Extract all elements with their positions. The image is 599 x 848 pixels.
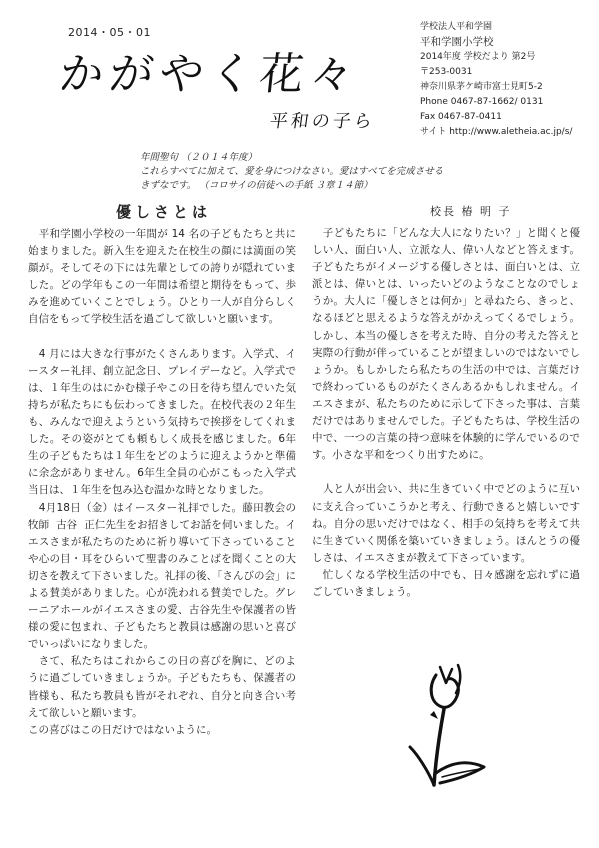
verse-line-1: これらすべてに加えて、愛を身につけなさい。愛はすべてを完成させる bbox=[140, 166, 444, 177]
yearly-verse bbox=[140, 151, 580, 193]
article-heading: 優しさとは bbox=[116, 203, 212, 221]
verse-line-2: きずなです。 （コロサイの信徒への手紙 ３章１４節） bbox=[140, 180, 373, 191]
school-fax: Fax 0467-87-0411 bbox=[420, 112, 502, 122]
school-info bbox=[420, 20, 595, 140]
school-name: 平和学園小学校 bbox=[420, 36, 494, 48]
school-website: サイト http://www.aletheia.ac.jp/s/ bbox=[420, 127, 573, 137]
tulip-illustration-icon bbox=[400, 655, 510, 805]
article-author: 校長 椿 明 子 bbox=[430, 205, 512, 218]
school-phone: Phone 0467-87-1662/ 0131 bbox=[420, 97, 544, 107]
article-right-column: 子どもたちに「どんな大人になりたい？」と聞くと優しい人、面白い人、立派な人、偉い人などと答えます。子どもたちがイメージする優しさとは、面白いとは、立派とは、偉いとは、いったいどのようなことなのでしょうか。大人に「優しさとは何か」と尋ねたら、きっと、なるほどと思えるような答えがかえってくるでしょう。しかし、本当の優しさを考えた時、自分の考えた答えと実際の行動が伴っていることが望ましいのではないでしょうか。もしかしたら私たちの生活の中では、言葉だけで終わっているものがたくさんあるかもしれません。イエスさまが、私たちのために示して下さった事は、言葉だけではありませんでした。子どもたちは、学校生活の中で、一つの言葉の持つ意味を体験的に学んでいるのです。小さな平和をつくり出すために。 人と人が出会い、共に生きていく中でどのように互いに支え合っていこうかと考え、行動できると嬉しいですね。自分の思いだけではなく、相手の気持ちを考えて共に生きていく関係を築いていきましょう。ほんとうの優しさは、イエスさまが教えて下さっています。 忙しくなる学校生活の中でも、日々感謝を忘れずに過ごしていきましょう。 bbox=[312, 227, 580, 598]
newsletter-subtitle: 平和の子ら bbox=[268, 111, 377, 132]
newsletter-title: かがやく花々 bbox=[56, 49, 363, 100]
article-left-column: 平和学園小学校の一年間が 14 名の子どもたちと共に始まりました。新入生を迎えた在校生の顔には満面の笑顔が。そしてその下には先輩としての誇りが隠れていました。どの学年もこの一年間は希望と期待をもって、歩みを進めていくことでしょう。ひとり一人が自分らしく自信をもって学校生活を過ごして欲しいと願います。 4 月には大きな行事がたくさんあります。入学式、イースター礼拝、創立記念日、プレイデーなど。入学式では、１年生のはにかむ様子やこの日を待ち望んでいた気持ちが私たちにも伝わってきました。在校代表の２年生も、みんなで迎えようという気持ちで挨拶をしてくれました。その姿がとても頼もしく成長を感じました。6年生の子どもたちは１年生をどのように迎えようかと準備に余念がありません。6年生全員の心がこもった入学式当日は、１年生を包み込む温かな時となりました。 4月18日（金）はイースター礼拝でした。藤田教会の牧師 古谷 正仁先生をお招きしてお話を伺いました。イエスさまが私たちのために祈り導いて下さっていることや心の目・耳をひらいて聖書のみことばを聞くことの大切さを教えて下さいました。礼拝の後、「さんびの会」による賛美がありました。心が洗われる賛美でした。グレーニアホールがイエスさまの愛、古谷先生や保護者の皆様の愛に包まれ、子どもたちと教員は感謝の思いと喜びでいっぱいになりました。 さて、私たちはこれからこの日の喜びを胸に、どのように過ごしていきましょうか。子どもたちも、保護者の皆様も、私たち教員も皆がそれぞれ、自分と向き合い考えて欲しいと願います。 この喜びはこの日だけではないように。 bbox=[28, 228, 296, 736]
school-address: 神奈川県茅ケ崎市富士見町5-2 bbox=[420, 82, 543, 92]
issue-date: 2014・05・01 bbox=[68, 26, 151, 39]
issue-number: 2014年度 学校だより 第2号 bbox=[420, 52, 536, 62]
school-corp: 学校法人平和学園 bbox=[420, 22, 493, 32]
postal-code: 〒253-0031 bbox=[420, 67, 473, 77]
verse-heading: 年間聖句 （２０１４年度） bbox=[140, 152, 258, 163]
